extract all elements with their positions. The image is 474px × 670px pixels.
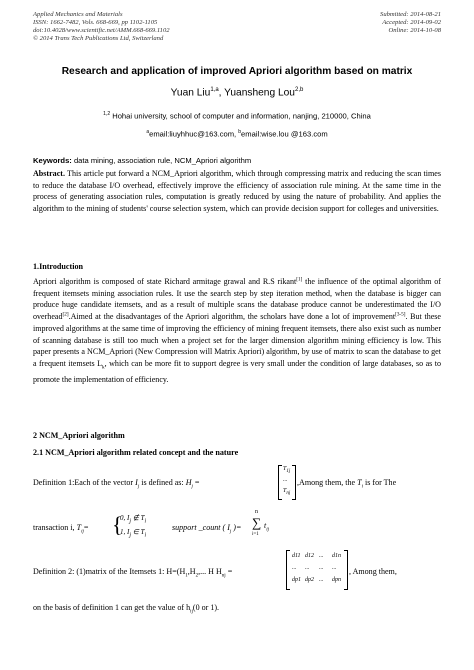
def1-text-c: ,Among them, the [297,478,358,487]
matrix-H-cell: $T_{nj}$ [283,488,291,497]
def1-H: H [185,478,192,487]
abstract-text: This article put forward a NCM_Apriori algorithm, which through compressing matrix and reducing the scan times to reduce the database I/O overhead, effectively improve the efficiency of association rule mining. At the same time in the process of generating association rules, computation is greatly reduced by using the nature of probability. And applies the algorithm to the mining of students' course selection system, which can provide decision support for colleges and universities. [33,169,441,214]
matrix-D-cell: ... [305,565,310,571]
matrix-D-cell: d11 [292,553,301,559]
support-eq: )= [231,523,242,532]
definition-2: Definition 2: (1)matrix of the Itemsets 1: $H=(H_1,H_2$,... H $H_{nj}$ = [33,567,233,579]
last-text-a: on the basis of definition 1 can get the value of h [33,603,191,612]
def1-text-b: is defined as: [139,478,186,487]
keywords-label: Keywords: [33,156,72,165]
def1-T: T [357,478,362,487]
sum-lower: i=1 [252,532,259,537]
matrix-H-cell: $T_{1j}$ [283,466,291,475]
matrix-H-cell: ... [283,477,288,483]
intro-paragraph [33,276,441,386]
keywords [33,156,251,165]
def2-text-c: ,... H [198,567,214,576]
subscript-k: k [102,364,105,371]
author-1: Yuan Liu [170,87,211,99]
email-b-mark: b [238,129,242,135]
journal-doi: doi:10.4028/www.scientific.net/AMM.668-669.1102 [33,27,170,34]
abstract [33,168,441,215]
citation-3: [3-5] [395,311,406,318]
dates-header [380,11,441,35]
author-sep: , [218,87,225,99]
keywords-text: data mining, association rule, NCM_Apriori algorithm [71,156,252,165]
last-text-b: (0 or 1). [192,603,220,612]
intro-text-5: , which can be more fit to support degree is very small under the condition of large databases, so as to promote the implementation of efficiency. [33,358,442,385]
def2-text-b: ,H [187,567,196,576]
intro-text-1: Apriori algorithm is composed of state Richard armitage grawal and R.S rikant [33,277,297,286]
piecewise-case: { 0, $I_j$ ∉ $T_i$ 1, $I_j$ ∈ $T_i$ [112,512,147,539]
accepted-date: Accepted: 2014-09-02 [382,19,441,26]
author-1-mark: 1,a [210,87,219,93]
subsection-heading: 2.1 NCM_Apriori algorithm related concept and the nature [33,448,239,457]
citation-1: [1] [296,276,303,283]
affiliation [0,111,474,121]
definition-1-consequence [33,603,219,615]
case-2: 1, $I_j$ ∈ $T_i$ [120,528,147,539]
section-heading-ncm: 2 NCM_Apriori algorithm [33,431,125,440]
definition-1: Definition 1:Each of the vector $I_j$ is defined as: $H_j$ = [33,478,200,490]
author-emails [0,129,474,139]
journal-issn: ISSN: 1662-7482, Vols. 668-669, pp 1102-1105 [33,19,158,26]
matrix-D-cell: ... [319,565,324,571]
citation-2: [2] [62,311,69,318]
email-a: email:liuyhhuc@163.com, [149,129,239,139]
matrix-D [286,550,348,590]
abstract-label: Abstract. [33,169,65,178]
def2-text-d: = [225,567,233,576]
intro-text-4: . But these improved algorithms at the same time of improving the efficiency of mining frequent itemsets, there also exist such as number of scanning database is still too much when a project set for the larger dimension algorithm mining efficiency is low. This paper presents a NCM_Apriori (New Compression will Matrix Apriori) algorithm, by use of matrix to scan the database to get a frequent itemsets L [33,312,441,368]
matrix-D-cell: d12 [305,553,314,559]
definition-2-tail: , Among them, [349,567,397,576]
matrix-D-cell: ... [319,577,324,583]
support-count: support _count ( $I_j$ )= [172,523,242,535]
intro-text-3: .Aimed at the disadvantages of the Apriori algorithm, the scholars have done a lot of improvement [68,312,396,322]
support-label: support _count ( I [172,523,230,532]
matrix-D-cell: ... [319,553,324,559]
last-sub: ij [190,609,193,615]
section-heading-intro: 1.Introduction [33,262,83,271]
paper-title: Research and application of improved Apriori algorithm based on matrix [61,66,413,77]
journal-name: Applied Mechanics and Materials [33,11,123,18]
sum-upper: n [255,509,258,515]
matrix-D-cell: ... [332,565,337,571]
author-2: Yuansheng Lou [224,87,295,99]
journal-copyright: © 2014 Trans Tech Publications Ltd, Switzerland [33,35,164,42]
definition-1-tail: ,Among them, the $T_i$ is for The [297,478,397,490]
summation [252,509,278,541]
author-list [0,87,474,98]
matrix-D-cell: d1n [332,553,341,559]
def1-text-a: Definition 1:Each of the vector [33,478,136,487]
def1-text-d: is for The [363,478,397,487]
def2-text-a: Definition 2: (1)matrix of the Itemsets 1: H=(H [33,567,186,576]
matrix-D-cell: dpn [332,577,341,583]
transaction-definition: transaction i, $T_{ij}=$ [33,523,89,535]
case-1: 0, $I_j$ ∉ $T_i$ [120,514,147,525]
trans-T: T [76,523,82,532]
email-a-mark: a [146,129,150,135]
matrix-D-cell: ... [292,565,297,571]
sum-term: $t_{ij}$ [264,521,270,533]
matrix-H [278,465,296,500]
sum-sign: ∑ [252,515,262,530]
matrix-D-cell: dp1 [292,577,301,583]
trans-text: transaction i, [33,523,77,532]
submitted-date: Submitted: 2014-08-21 [380,11,441,18]
affiliation-mark: 1,2 [103,111,111,117]
intro-text-2: the influence of the optimal algorithm of frequent itemsets mining association rules. It use the search step by step iteration method, when the database is bigger can produce huge candidate itemsets, and as a result of multiple scans the database produce cannot be underestimated the I/O overhead [33,277,441,322]
def1-I: I [135,478,138,487]
online-date: Online: 2014-10-08 [388,27,441,34]
email-b: email:wise.lou @163.com [241,129,328,139]
journal-header [33,11,170,43]
author-2-mark: 2,b [294,87,304,93]
matrix-D-cell: dp2 [305,577,314,583]
affiliation-text: Hohai university, school of computer and information, nanjing, 210000, China [110,111,371,121]
